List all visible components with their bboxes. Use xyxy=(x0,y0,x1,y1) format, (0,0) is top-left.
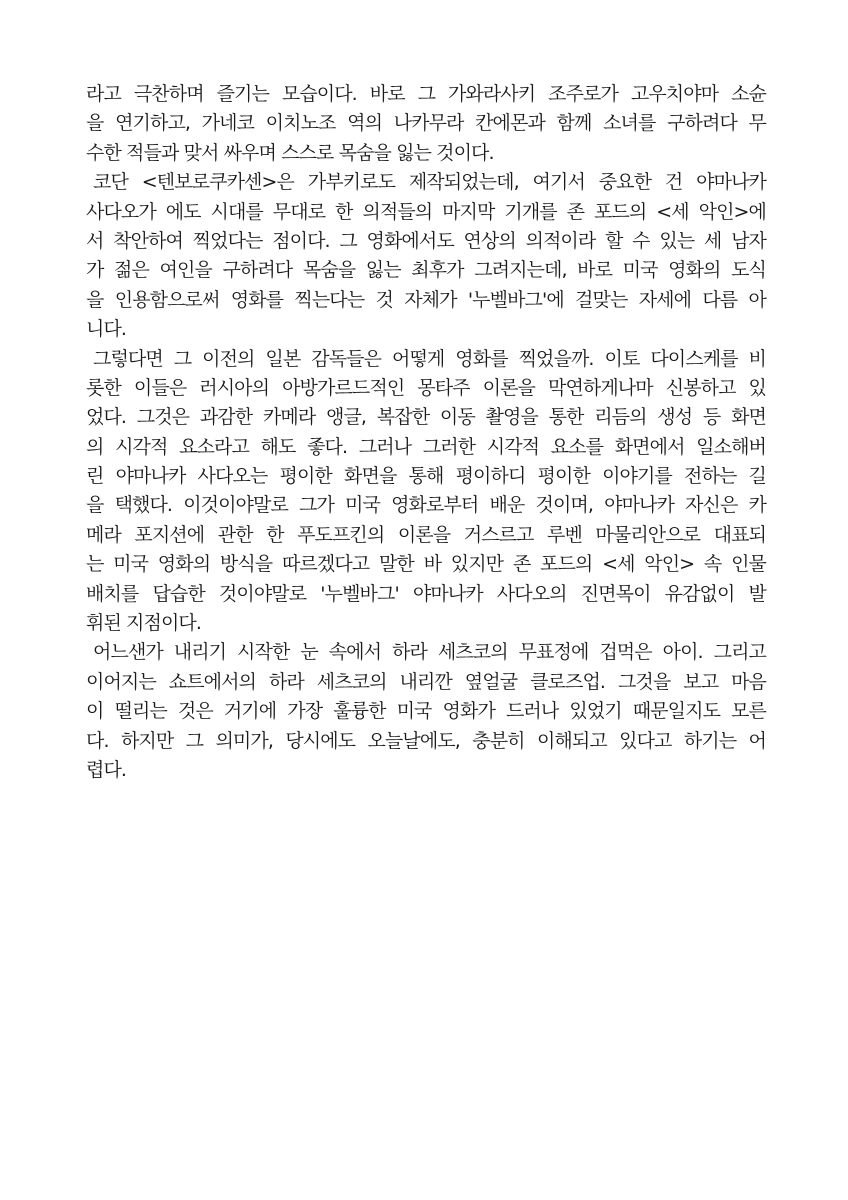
paragraph-3 xyxy=(86,345,766,639)
text-line: 니다. xyxy=(86,318,127,341)
text-line: 이 떨리는 것은 거기에 가장 훌륭한 미국 영화가 드러나 있었기 때문일지도 모른 xyxy=(86,700,766,723)
text-line: 배치를 답습한 것이야말로 '누벨바그' 야마나카 사다오의 진면목이 유감없이 발 xyxy=(86,582,766,605)
text-line: 의 시각적 요소라고 해도 좋다. 그러나 그러한 시각적 요소를 화면에서 일소해버 xyxy=(86,435,766,458)
text-line: 었다. 그것은 과감한 카메라 앵글, 복잡한 이동 촬영을 통한 리듬의 생성 등 화면 xyxy=(86,406,766,429)
text-line: 사다오가 에도 시대를 무대로 한 의적들의 마지막 기개를 존 포드의 <세 악인>에 xyxy=(86,200,766,223)
paragraph-1 xyxy=(86,80,766,168)
text-line: 수한 적들과 맞서 싸우며 스스로 목숨을 잃는 것이다. xyxy=(86,141,494,164)
text-line: 는 미국 영화의 방식을 따르겠다고 말한 바 있지만 존 포드의 <세 악인> 속 인물 xyxy=(86,553,766,576)
text-line: 을 인용함으로써 영화를 찍는다는 것 자체가 '누벨바그'에 걸맞는 자세에 다름 아 xyxy=(86,288,766,311)
text-line: 다. 하지만 그 의미가, 당시에도 오늘날에도, 충분히 이해되고 있다고 하기는 어 xyxy=(86,729,766,752)
text-line: 어느샌가 내리기 시작한 눈 속에서 하라 세츠코의 무표정에 겁먹은 아이. 그리고 xyxy=(93,641,766,664)
text-line: 이어지는 쇼트에서의 하라 세츠코의 내리깐 옆얼굴 클로즈업. 그것을 보고 마음 xyxy=(86,670,766,693)
paragraph-2 xyxy=(86,168,766,344)
text-line: 메라 포지션에 관한 한 푸도프킨의 이론을 거스르고 루벤 마물리안으로 대표되 xyxy=(86,523,766,546)
text-line: 린 야마나카 사다오는 평이한 화면을 통해 평이하디 평이한 이야기를 전하는 길 xyxy=(86,465,766,488)
text-line: 그렇다면 그 이전의 일본 감독들은 어떻게 영화를 찍었을까. 이토 다이스케를 비 xyxy=(93,347,766,370)
text-line: 서 착안하여 찍었다는 점이다. 그 영화에서도 연상의 의적이라 할 수 있는 세 남자 xyxy=(86,229,766,252)
document-body xyxy=(86,80,766,785)
text-line: 을 연기하고, 가네코 이치노조 역의 나카무라 칸에몬과 함께 소녀를 구하려다 무 xyxy=(86,112,766,135)
paragraph-4 xyxy=(86,638,766,785)
text-line: 코단 <텐보로쿠카센>은 가부키로도 제작되었는데, 여기서 중요한 건 야마나카 xyxy=(93,171,766,194)
text-line: 휘된 지점이다. xyxy=(86,612,202,635)
text-line: 렵다. xyxy=(86,758,127,781)
text-line: 라고 극찬하며 즐기는 모습이다. 바로 그 가와라사키 조주로가 고우치야마 소슌 xyxy=(86,83,766,105)
text-line: 을 택했다. 이것이야말로 그가 미국 영화로부터 배운 것이며, 야마나카 자신은 카 xyxy=(86,494,766,517)
text-line: 가 젊은 여인을 구하려다 목숨을 잃는 최후가 그려지는데, 바로 미국 영화의 도식 xyxy=(86,259,766,282)
text-line: 롯한 이들은 러시아의 아방가르드적인 몽타주 이론을 막연하게나마 신봉하고 있 xyxy=(86,376,766,399)
